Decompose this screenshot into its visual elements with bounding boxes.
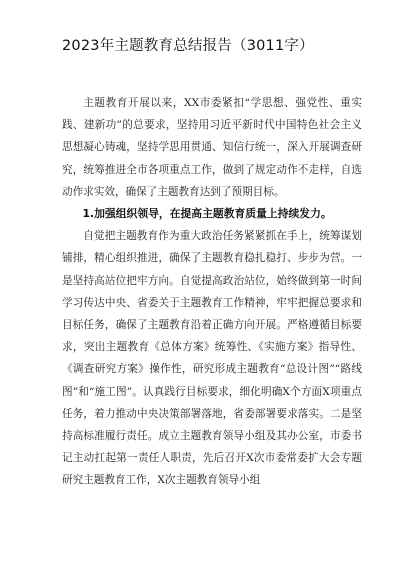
document-title: 2023年主题教育总结报告（3011字） bbox=[62, 38, 314, 54]
section-paragraph: 自觉把主题教育作为重大政治任务紧紧抓在手上，统筹谋划铺排，精心组织推进，确保了主题教育稳扎稳打、步步为营。一是坚持高站位把牢方向。自觉提高政治站位，始终做到第一时间学习传达中央、省委关于主题教育工作精神，牢牢把握总要求和目标任务，确保了主题教育沿着正确方向开展。严格遵循目标要求，突出主题教育《总体方案》统筹性、《实施方案》指导性、《调查研究方案》操作性，研究形成主题教育“总设计图”“路线图”和“施工图”。认真践行目标要求，细化明确X个方面X项重点任务，着力推动中央决策部署落地，省委部署要求落实。二是坚持高标准履行责任。成立主题教育领导小组及其办公室，市委书记主动扛起第一责任人职责，先后召开X次市委常委扩大会专题研究主题教育工作，X次主题教育领导小组 bbox=[62, 230, 362, 487]
document-body bbox=[62, 92, 362, 492]
intro-paragraph: 主题教育开展以来，XX市委紧扣“学思想、强党性、重实践、建新功”的总要求，坚持用习近平新时代中国特色社会主义思想凝心铸魂，坚持学思用贯通、知信行统一，深入开展调查研究，统筹推进全市各项重点工作，做到了规定动作不走样，自选动作求实效，确保了主题教育达到了预期目标。 bbox=[62, 97, 362, 198]
section-heading: 1.加强组织领导，在提高主题教育质量上持续发力。 bbox=[82, 207, 332, 221]
